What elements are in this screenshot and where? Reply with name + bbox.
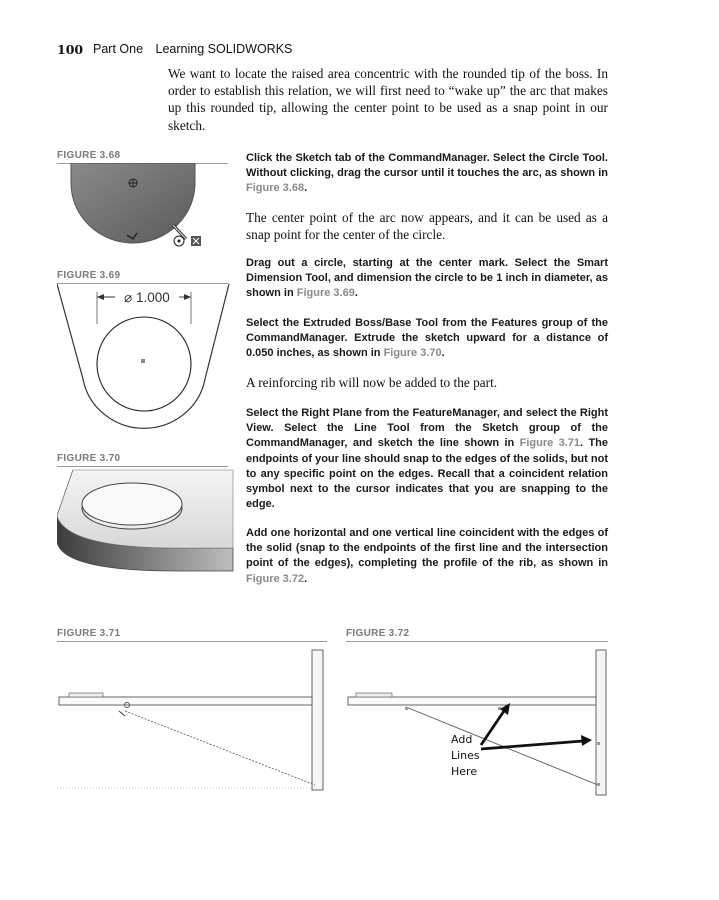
annotation-add: Add: [451, 733, 473, 746]
figure-3-71-label: FIGURE 3.71: [57, 628, 327, 642]
endpoint-marker: [498, 707, 501, 710]
figure-3-72-drawing: [346, 645, 611, 800]
page-number: 100: [57, 42, 84, 57]
figure-3-69-label: FIGURE 3.69: [57, 270, 228, 284]
vertical-plate: [312, 650, 323, 790]
endpoint-marker: [597, 742, 600, 745]
figure-3-68-label: FIGURE 3.68: [57, 150, 228, 164]
figure-3-69-drawing: [57, 284, 232, 446]
step-circle-tool: Click the Sketch tab of the CommandManager. Select the Circle Tool. Without clicking, drag the cursor until it touches the arc, as shown in Figure 3.68.: [246, 152, 608, 195]
paragraph-rib: A reinforcing rib will now be added to the part.: [246, 375, 498, 390]
horizontal-plate: [348, 697, 596, 705]
figure-3-70-drawing: [57, 466, 237, 598]
figure-3-70-label: FIGURE 3.70: [57, 453, 228, 467]
running-title: Part One Learning SOLIDWORKS: [93, 42, 293, 56]
figure-3-72-label: FIGURE 3.72: [346, 628, 608, 642]
figure-3-68-drawing: [57, 163, 217, 255]
step-line-tool: Select the Right Plane from the FeatureManager, and select the Right View. Select the Line Tool from the Sketch group of the CommandManager, and sketch the line shown in Figure 3.71. The endpoints of your line should snap to the edges of the solids, but not to any specific point on the edges. Recall that a coincident relation symbol next to the cursor indicates that you are snapping to the edge.: [246, 407, 609, 511]
endpoint-marker: [405, 707, 408, 710]
center-mark: [141, 359, 145, 363]
diameter-dimension-text: ⌀ 1.000: [124, 290, 170, 305]
annotation-arrows: [481, 703, 592, 749]
paragraph-center-point: The center point of the arc now appears, and it can be used as a snap point for the center of the circle.: [246, 210, 608, 243]
endpoint-marker: [597, 783, 600, 786]
sketch-circle: [97, 317, 191, 411]
step-complete-profile: Add one horizontal and one vertical line coincident with the edges of the solid (snap to the endpoints of the first line and the intersection point of the edges), completing the profile of the rib, as shown in Figure 3.72.: [246, 527, 608, 585]
vertical-plate: [596, 650, 606, 795]
horizontal-plate: [59, 697, 312, 705]
raised-disc-edge: [356, 693, 392, 697]
annotation-here: Here: [451, 765, 478, 778]
sketch-line: [125, 711, 315, 785]
raised-disc-edge: [69, 693, 103, 697]
figure-3-71-drawing: [57, 645, 332, 795]
step-smart-dimension: Drag out a circle, starting at the center mark. Select the Smart Dimension Tool, and dimension the circle to be 1 inch in diameter, as shown in Figure 3.69.: [246, 257, 608, 300]
step-extrude: Select the Extruded Boss/Base Tool from the Features group of the CommandManager. Extrude the sketch upward for a distance of 0.050 inches, as shown in Figure 3.70.: [246, 317, 608, 360]
annotation-lines: Lines: [451, 749, 480, 762]
intro-paragraph: We want to locate the raised area concentric with the rounded tip of the boss. In order to establish this relation, we will first need to “wake up” the arc that makes up this rounded tip, allowing the center point to be used as a snap point in our sketch.: [168, 66, 608, 133]
